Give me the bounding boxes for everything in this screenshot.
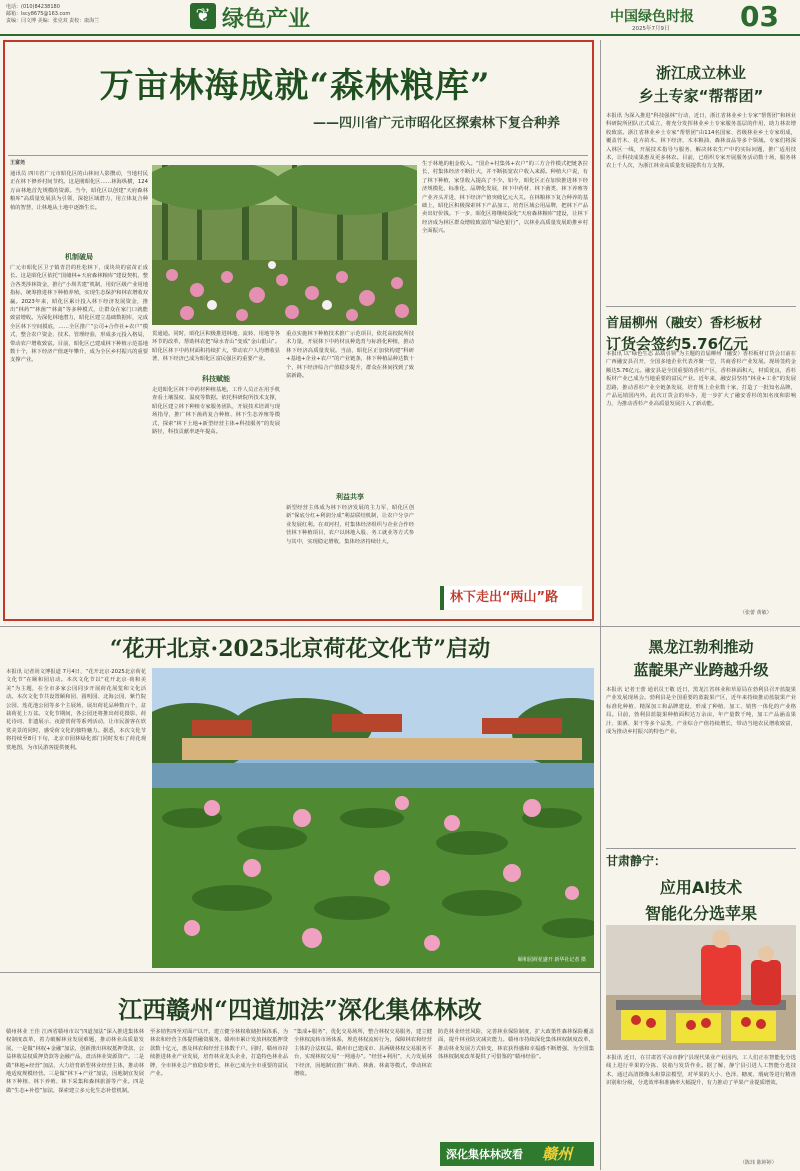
right1-headline xyxy=(606,62,796,106)
email-line: 邮箱：lscy8675@163.com xyxy=(6,11,71,17)
jiangxi-col2: 至多销售四至对面产以开。建立健全林权收储担保体系，为林农和经营主体提供融资服务。赣州市累计发放林权抵押贷款数十亿元，惠及林农和经营主体数千户。同时，赣州市持续推进林业产业发展，培育林业龙头企业，打造特色林业品牌，全市林业总产值稳步增长，林业已成为全市重要的富民产业。 xyxy=(150,1029,288,1078)
jiangxi-headline: 江西赣州“四道加法”深化集体林改 xyxy=(118,995,482,1024)
beijing-photo-caption: 颐和园荷花盛开 新华社记者 摄 xyxy=(517,957,586,963)
ganzhou-logo: 赣州 xyxy=(542,1145,573,1163)
lead-col3-body2: 新型经营主体成为林下经济发展的主力军，昭化区创新“保底分红+利润分成”利益联结机制，让农户分享产业发展红利。在双河村，村集体经济组织与企业合作经营林下种植项目，农户以林地入股、务工就业等方式参与其中，实现稳定增收，集体经济持续壮大。 xyxy=(286,505,414,545)
lead-headline: 万亩林海成就“森林粮库” xyxy=(99,66,491,106)
lead-divider xyxy=(8,155,588,156)
lead-col2-body2: 走进昭化区林下中药材种植基地，工作人员正在用手机查看土壤湿度、温度等数据。依托科研院所技术支撑，昭化区建立林下种植专家服务团队，开展技术培训与现场指导，推广林下菌药复合种植、林下生态养殖等模式，探索“林下土地+新型经营主体+科技服务”的发展路径，科技贡献率逐年提高。 xyxy=(152,387,280,436)
right2-headline xyxy=(606,312,796,354)
gansu-headline-line2: 智能化分选苹果 xyxy=(644,904,757,923)
lead-subheading-1: 机制破局 xyxy=(65,253,93,261)
lead-subhead: ——四川省广元市昭化区探索林下复合种养 xyxy=(312,116,560,131)
section-leaf-icon: ❦ xyxy=(190,3,216,29)
lead-subheading-2: 科技赋能 xyxy=(202,375,230,383)
lead-col1-body: 广元市昭化区卫子镇青岩的杜松林下，成块块的富苗正成长。这是昭化区依托“国储林+天府森林粮库”建设契机，整合各类涉林资金，推行“小坝共建”机制，用好区级产业用地指标，统筹推进林下种植养殖，实现生态保护和林农增收双赢。2023年来，昭化区累计投入林下经济发展资金，推出“林药”“林菌”“林禽”等多种模式，让群众在家门口就能致富增收。为深化林地潜力，昭化区建立基础数据库，完成全区林下空间摸底，……全区推广“公司+合作社+农户”模式，整合农户资金、技术、管理经验，形成多元投入格局，带动农户增收致富。目前，昭化区已建成林下种植示范基地数十个，林下经济产值逐年攀升，成为全区乡村振兴的重要支撑产业。 xyxy=(10,265,148,364)
gansu-headline xyxy=(606,852,796,924)
gansu-headline-line0: 甘肃静宁： xyxy=(606,854,667,868)
lead-subheading-3: 利益共享 xyxy=(336,493,364,501)
issue-date: 2025年7月9日 xyxy=(632,26,670,32)
right2-headline-line2: 订货会签约5.76亿元 xyxy=(606,335,749,353)
gansu-headline-line1: 应用AI技术 xyxy=(659,878,743,897)
right-column-divider xyxy=(600,40,601,1170)
lead-col4-body: 生于林地的租金收入。“国企+村集体+农户”的三方合作模式把链条拉长，村集体经济不断壮大，并不断拓宽农户收入来源。种植大户说，有了林下种植，家里收入提高了不少。如今，昭化区正在加快推进林下经济规模化、标准化、品牌化发展，林下中药材、林下菌类、林下养殖等产业齐头并进，林下经济产值突破亿元大关。在林粮林下复合种养的基础上，昭化区积极探索林下产品加工，培育区域公用品牌，把林下产品卖出好价钱。下一步，昭化区将继续深化“天府森林粮库”建设，让林下经济成为林区群众增收致富的“绿色银行”，以林业高质量发展助推乡村全面振兴。 xyxy=(422,161,588,235)
gansu-author: （陈玮 陈婷婷） xyxy=(740,1160,777,1166)
staff-line: 责编：闫文博 美编：张克双 责校：康海兰 xyxy=(6,18,100,24)
jiangxi-col4: 防范林业经营风险，完善林业保险制度，扩大政策性森林保险覆盖面，提升林业防灾减灾能力。赣州市持续深化集体林权制度改革，推动林业发展方式转变，林农获得感和幸福感不断增强，为全国集体林权制度改革提供了可借鉴的“赣州经验”。 xyxy=(438,1029,594,1061)
beijing-photo-lotus xyxy=(152,668,594,968)
right1-divider xyxy=(606,306,796,307)
lead-banner-text: 林下走出“两山”路 xyxy=(450,590,559,605)
jiangxi-banner xyxy=(440,1142,594,1166)
right1-headline-line2: 乡土专家“帮帮团” xyxy=(638,87,764,105)
lead-photo-banner xyxy=(440,586,582,610)
heilongjiang-body: 本报讯 记者王蕾 通讯员王敬 近日，黑龙江省林业和草原局在勃利县召开蓝靛果产业发展现场会。勃利县是全国重要的蓝靛果产区，近年来持续推动蓝靛果产业标准化种植、精深加工和品牌建设，形成了种植、加工、销售一体化的产业格局。目前，勃利县蓝靛果种植面积达万余亩，年产量数千吨，加工产品涵盖果汁、果酒、果干等多个品类，产业综合产值持续增长，带动当地农民增收致富，成为推动乡村振兴的特色产业。 xyxy=(606,687,796,736)
right2-body: 本报讯 以“绿色生态 品质引领”为主题的首届柳州（融安）香杉板材订货会日前在广西融安县召开，全国多地企业代表齐聚一堂，共商香杉产业发展。现场签约金额达5.76亿元。融安县是全国重要的香杉产区，香杉林面积大，材质优良，香杉板材产业已成为当地重要的富民产业。近年来，融安县坚持“林业+工业”的发展思路，推动香杉产业全链条发展，培育规上企业数十家，打造了一批知名品牌，产品远销国内外。此次订货会的举办，进一步扩大了融安香杉的知名度和影响力，为推动香杉产业高质量发展注入了新动能。 xyxy=(606,351,796,408)
beijing-headline: “花开北京·2025北京荷花文化节”启动 xyxy=(109,636,491,662)
section-title: 绿色产业 xyxy=(222,7,311,32)
heilongjiang-headline-line2: 蓝靛果产业跨越升级 xyxy=(633,661,769,679)
paper-name: 中国绿色时报 xyxy=(610,9,694,25)
masthead-rule xyxy=(0,34,800,36)
page-number: 03 xyxy=(740,0,779,33)
lead-col1-intro: 通讯员 四川省广元市昭化区的山林间人影攒动，当地村民正在林下修养村间节约。这是刚昭化区……林海纵横，124万亩林地首先规模的资源。当今，昭化区以创建“天府森林粮库”高质量发展县为引领，深挖区域潜力，用立体复合种植的智慧，让林地从土地中逐渐生长。 xyxy=(10,171,148,211)
right2-author: （张蕾 黄敏） xyxy=(740,610,772,616)
heilongjiang-headline xyxy=(606,636,796,680)
heilongjiang-headline-line1: 黑龙江勃利推动 xyxy=(648,638,754,656)
lead-photo-peony-forest xyxy=(152,165,417,325)
right1-body: 本报讯 为深入推进“科技强林”行动，近日，浙江省林业乡土专家“帮帮团”和林业科研院所团队正式成立，将充分发挥林业乡土专家服务基层的作用，助力林农增收致富。浙江省林业乡土专家“帮帮团”由114名国家、省级林业乡土专家组成，覆盖竹木、花卉苗木、林下经济、木本粮油、森林食品等多个领域。专家们将深入林区一线，开展技术指导与服务，解决林农生产中的实际问题，推广适用技术，让科技成果惠及更多林农。目前，已组织专家开展服务活动数十场，服务林农上千人次，为浙江林业高质量发展提供有力支撑。 xyxy=(606,113,796,170)
right2-headline-line1: 首届柳州（融安）香杉板材 xyxy=(606,316,763,331)
gansu-body: 本报讯 近日，在甘肃省平凉市静宁县现代果业产业园内，工人们正在智能化分选线上进行苹果的分拣、装箱与发货作业。据了解，静宁县引进人工智能分选技术，通过高清摄像头和算法模型，对苹果的大小、色泽、糖度、瑕疵等进行精准识别和分级，分选效率和准确率大幅提升，有力推动了苹果产业提质增效。 xyxy=(606,1055,796,1087)
gansu-divider xyxy=(606,848,796,849)
jiangxi-col1: 赣州林业 王佳 江西省赣州市以“四道加法”深入推进集体林权制度改革，着力破解林业发展难题，推动林业高质量发展。一是做“林权+金融”加法，创新推出林权抵押贷款、公益林收益权质押贷款等金融产品，盘活林业资源资产。二是做“林地+经营”加法，大力培育新型林业经营主体，推动林地适度规模经营。三是做“林下+产业”加法，因地制宜发展林下种植、林下养殖、林下采集和森林旅游等产业。四是做“生态+补偿”加法，探索建立多元化生态补偿机制。 xyxy=(6,1029,144,1094)
jiangxi-banner-text: 深化集体林改看 xyxy=(446,1148,523,1161)
gansu-photo-apple-sorting xyxy=(606,925,796,1050)
lead-byline: 王富尧 xyxy=(10,160,26,166)
section-divider-1 xyxy=(0,626,800,627)
lead-col2-body: 贯通通。同时，昭化区积极推进林地、流转、用地等各环节的改革，帮助林农把“绿水青山”变成“金山银山”。昭化区林下中药材面积持续扩大，带动农户人均增收显著，林下经济已成为昭化区富民强区的重要产业。 xyxy=(152,331,280,363)
phone-line: 电话：(010)84238180 xyxy=(6,4,60,10)
section-divider-2 xyxy=(0,972,600,973)
lead-col3-body: 重点实施林下种植技术推广示范项目，依托高校院所技术力量，开展林下中药材良种选育与标准化种植，推动林下经济高质量发展。当前，昭化区正加快构建“科研+基地+企业+农户”的产业链条，林下种植品种达数十个，林下经济综合产值稳步提升，群众在林间找到了致富新路。 xyxy=(286,331,414,380)
beijing-body: 本报讯 记者尚文博报道 7月4日，“花开北京·2025北京荷花文化节”在颐和园启动。本次文化节以“花开北京·荷和美美”为主题，在全市多家公园同步开展荷花展览和文化活动。本次文化节共设置颐和园、圆明园、北海公园、紫竹院公园、莲花池公园等多个主展场，展出荷花品种数百个，盆栽荷花上万盆。文化节期间，各公园还将推出荷花摄影、荷花诗词、非遗展示、夜游赏荷等系列活动，让市民游客在欣赏美景的同时，感受荷文化的独特魅力。据悉，本次文化节将持续至8月下旬，北京市园林绿化部门同时发布了荷花观赏地图，为市民游客提供便利。 xyxy=(6,669,146,751)
masthead-contact xyxy=(6,4,126,25)
jiangxi-col3: “集成+服务”，优化交易场所，整合林权交易服务，建立健全林权流转市场体系，规范林权流转行为，保障林农和经营主体的合法权益。赣州市已建成市、县两级林权交易服务平台，实现林权交易“一网通办”。“经营+利用”，大力发展林下经济，因地制宜推广林药、林菌、林禽等模式，带动林农增收。 xyxy=(294,1029,432,1078)
right1-headline-line1: 浙江成立林业 xyxy=(655,64,746,82)
